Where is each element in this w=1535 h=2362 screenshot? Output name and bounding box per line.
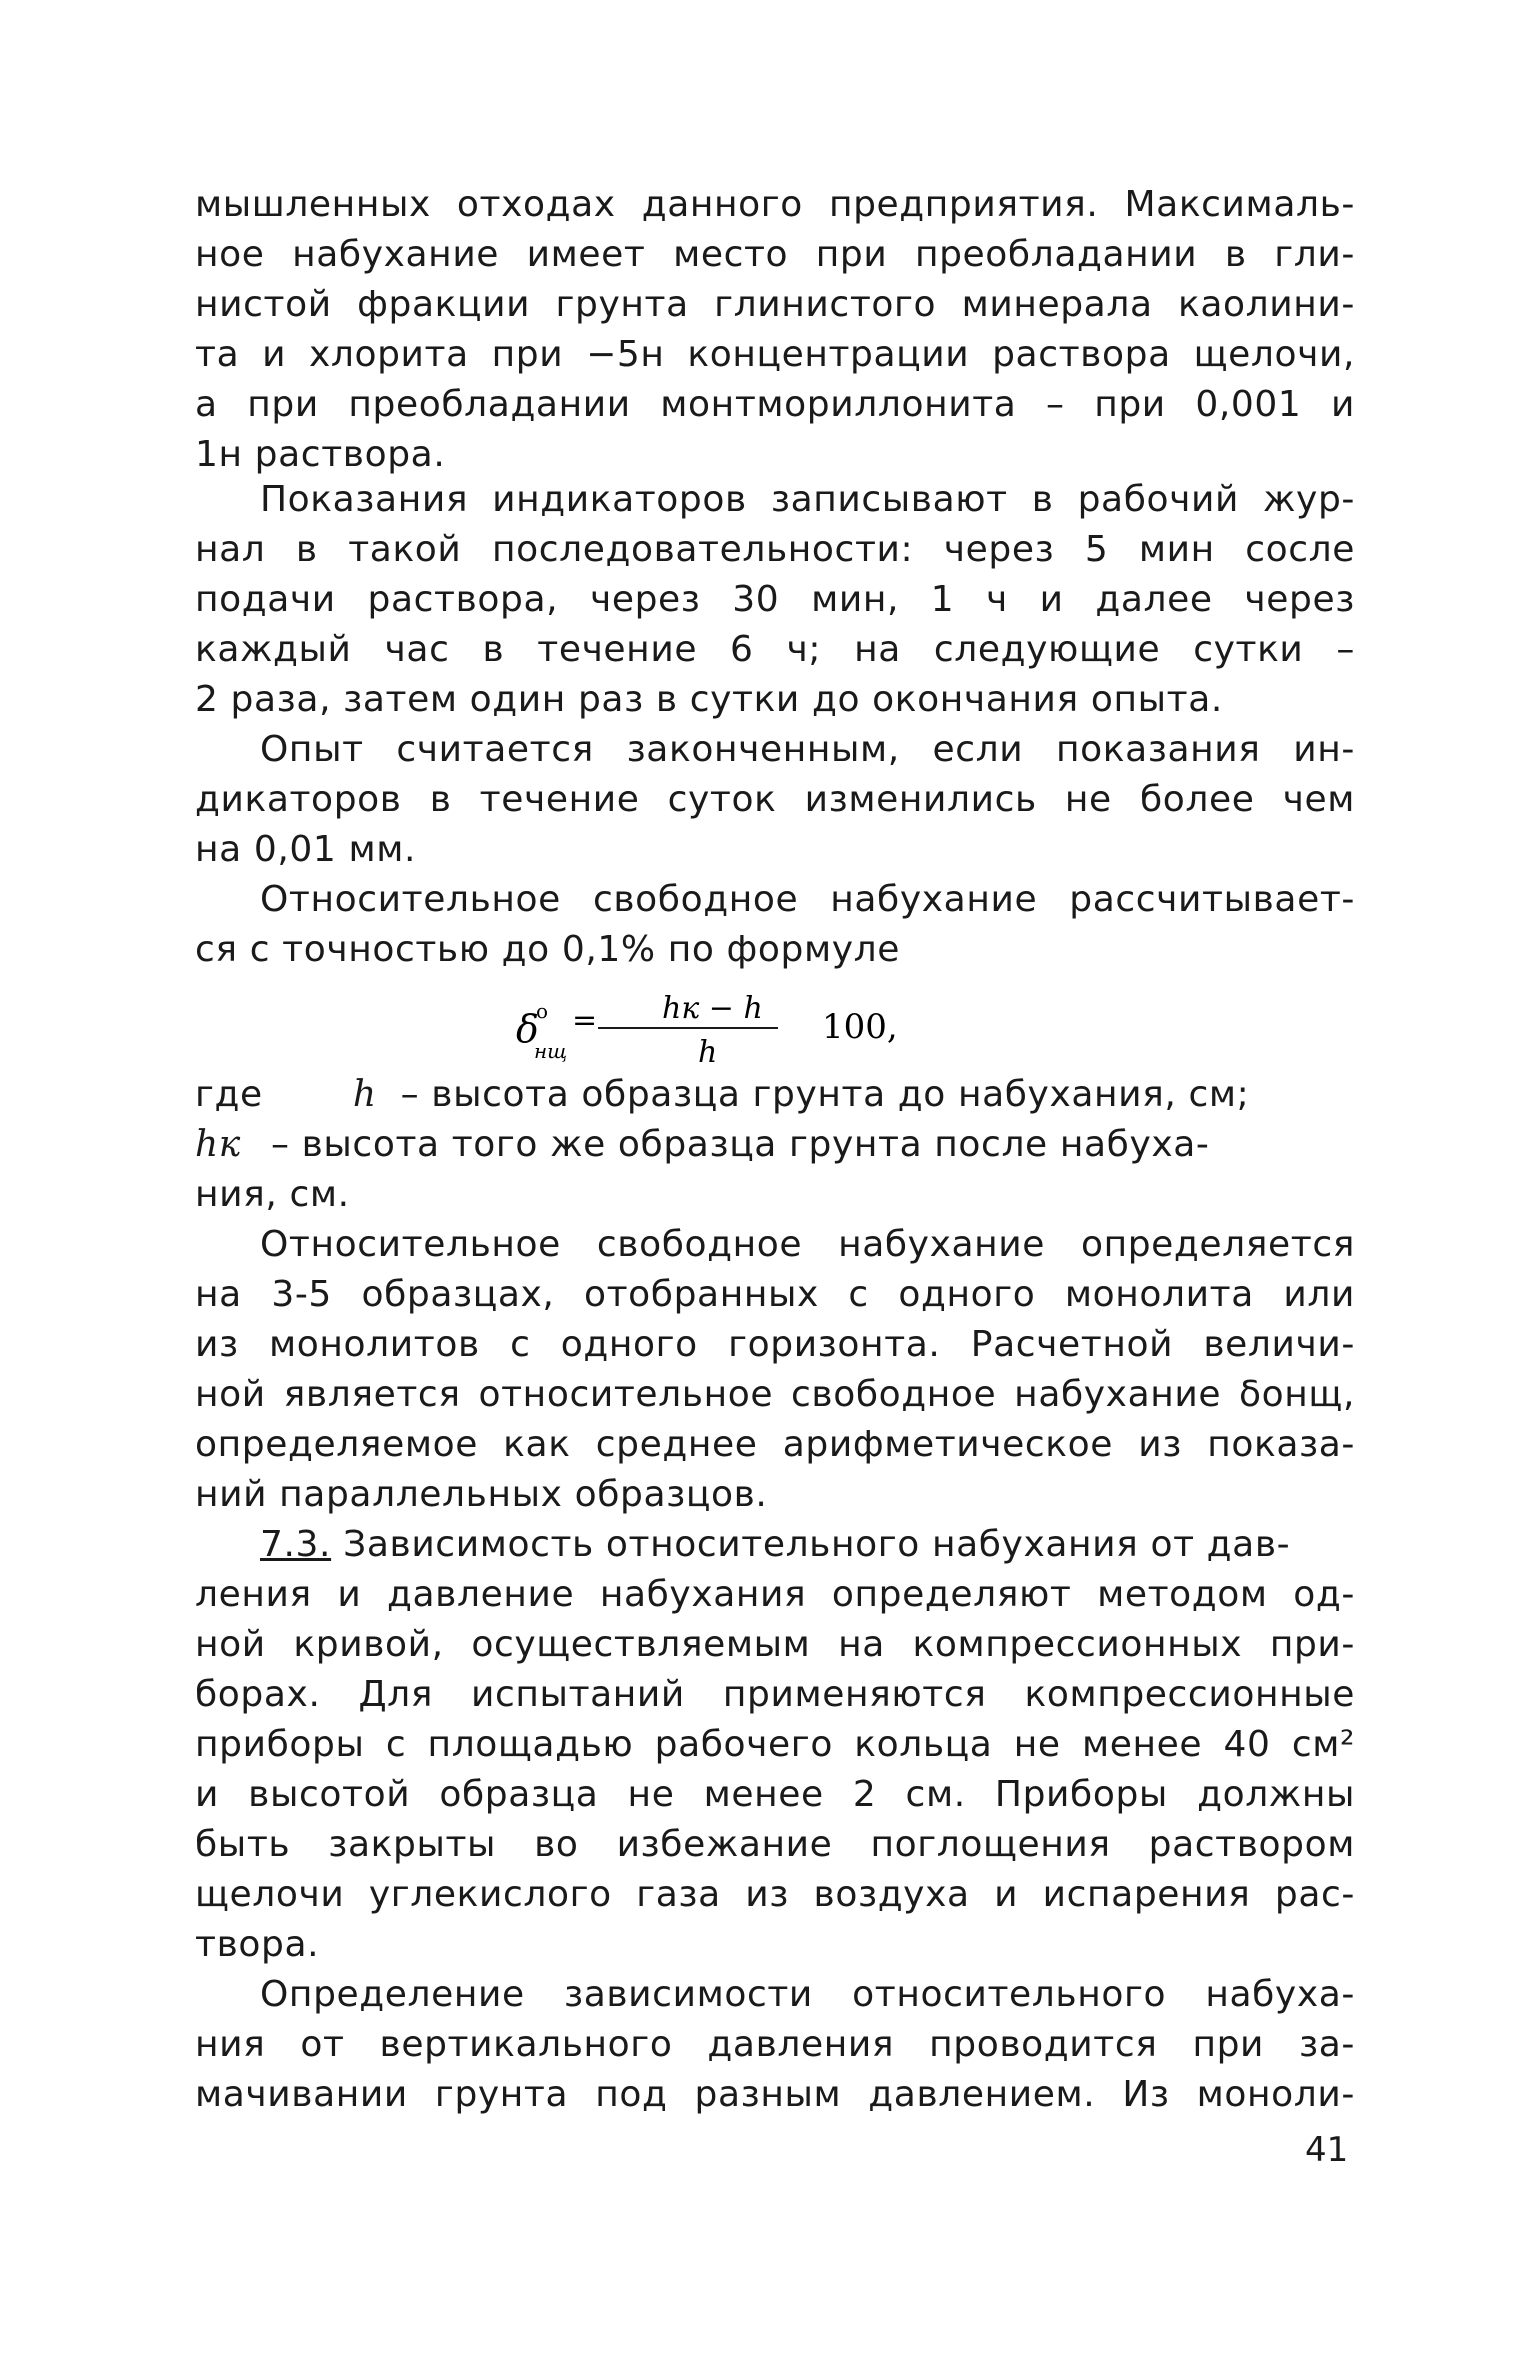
formula-numerator: hк − h	[662, 991, 763, 1026]
formula-multiplier: 100,	[822, 1007, 898, 1047]
text-line: нистой фракции грунта глинистого минерала каолини-	[195, 284, 1355, 325]
text-line: щелочи углекислого газа из воздуха и испарения рас-	[195, 1874, 1355, 1915]
text-line: ния от вертикального давления проводится при за-	[195, 2024, 1355, 2065]
section-number: 7.3.	[260, 1524, 332, 1565]
definition-prefix: где	[195, 1074, 263, 1115]
text-line: Определение зависимости относительного набуха-	[260, 1974, 1355, 2015]
swelling-formula	[510, 990, 930, 1070]
formula-equals: =	[572, 1003, 598, 1038]
definition-line-3: ния, см.	[195, 1174, 350, 1215]
text-line: подачи раствора, через 30 мин, 1 ч и далее через	[195, 579, 1355, 620]
text-line: мачивании грунта под разным давлением. Из моноли-	[195, 2074, 1355, 2115]
text-line: ний параллельных образцов.	[195, 1474, 768, 1515]
text-line: Показания индикаторов записывают в рабочий жур-	[260, 479, 1355, 520]
formula-denominator: h	[698, 1035, 718, 1070]
text-line: 1н раствора.	[195, 434, 446, 475]
definition-text: – высота того же образца грунта после набуха-	[270, 1124, 1210, 1165]
text-line: быть закрыты во избежание поглощения раствором	[195, 1824, 1355, 1865]
definition-variable: h	[352, 1074, 377, 1115]
definition-line-1	[195, 1070, 1355, 1120]
text-line: та и хлорита при −5н концентрации раствора щелочи,	[195, 334, 1355, 375]
formula-lhs-superscript: о	[536, 999, 549, 1023]
text-line: и высотой образца не менее 2 см. Приборы должны	[195, 1774, 1355, 1815]
text-line: Опыт считается законченным, если показания ин-	[260, 729, 1355, 770]
text-fragment: Зависимость относительного набухания от дав-	[343, 1524, 1291, 1565]
text-line: Относительное свободное набухание рассчитывает-	[260, 879, 1355, 920]
text-line: определяемое как среднее арифметическое из показа-	[195, 1424, 1355, 1465]
text-line: борах. Для испытаний применяются компрессионные	[195, 1674, 1355, 1715]
text-line: ной является относительное свободное набухание δонщ,	[195, 1374, 1355, 1415]
text-line: мышленных отходах данного предприятия. Максималь-	[195, 184, 1355, 225]
page-number: 41	[1305, 2130, 1349, 2170]
text-line: приборы с площадью рабочего кольца не менее 40 см²	[195, 1724, 1355, 1765]
text-line: ся с точностью до 0,1% по формуле	[195, 929, 901, 970]
text-line: твора.	[195, 1924, 320, 1965]
text-line: каждый час в течение 6 ч; на следующие сутки –	[195, 629, 1355, 670]
text-line: дикаторов в течение суток изменились не более чем	[195, 779, 1355, 820]
text-line: на 0,01 мм.	[195, 829, 417, 870]
text-line: ления и давление набухания определяют методом од-	[195, 1574, 1355, 1615]
text-line: а при преобладании монтмориллонита – при 0,001 и	[195, 384, 1355, 425]
definition-line-2	[195, 1120, 1355, 1170]
definition-text: – высота образца грунта до набухания, см;	[400, 1074, 1250, 1115]
definition-variable: hк	[195, 1124, 241, 1165]
text-line: Относительное свободное набухание определяется	[260, 1224, 1355, 1265]
text-line: ное набухание имеет место при преобладании в гли-	[195, 234, 1355, 275]
formula-lhs-subscript: нщ	[534, 1039, 568, 1063]
section-heading-line	[260, 1520, 1355, 1570]
text-line: 2 раза, затем один раз в сутки до окончания опыта.	[195, 679, 1223, 720]
text-line: из монолитов с одного горизонта. Расчетной величи-	[195, 1324, 1355, 1365]
text-line: ной кривой, осуществляемым на компрессионных при-	[195, 1624, 1355, 1665]
text-line: на 3-5 образцах, отобранных с одного монолита или	[195, 1274, 1355, 1315]
formula-lhs-symbol: δ	[516, 1007, 539, 1051]
text-line: нал в такой последовательности: через 5 мин сосле	[195, 529, 1355, 570]
